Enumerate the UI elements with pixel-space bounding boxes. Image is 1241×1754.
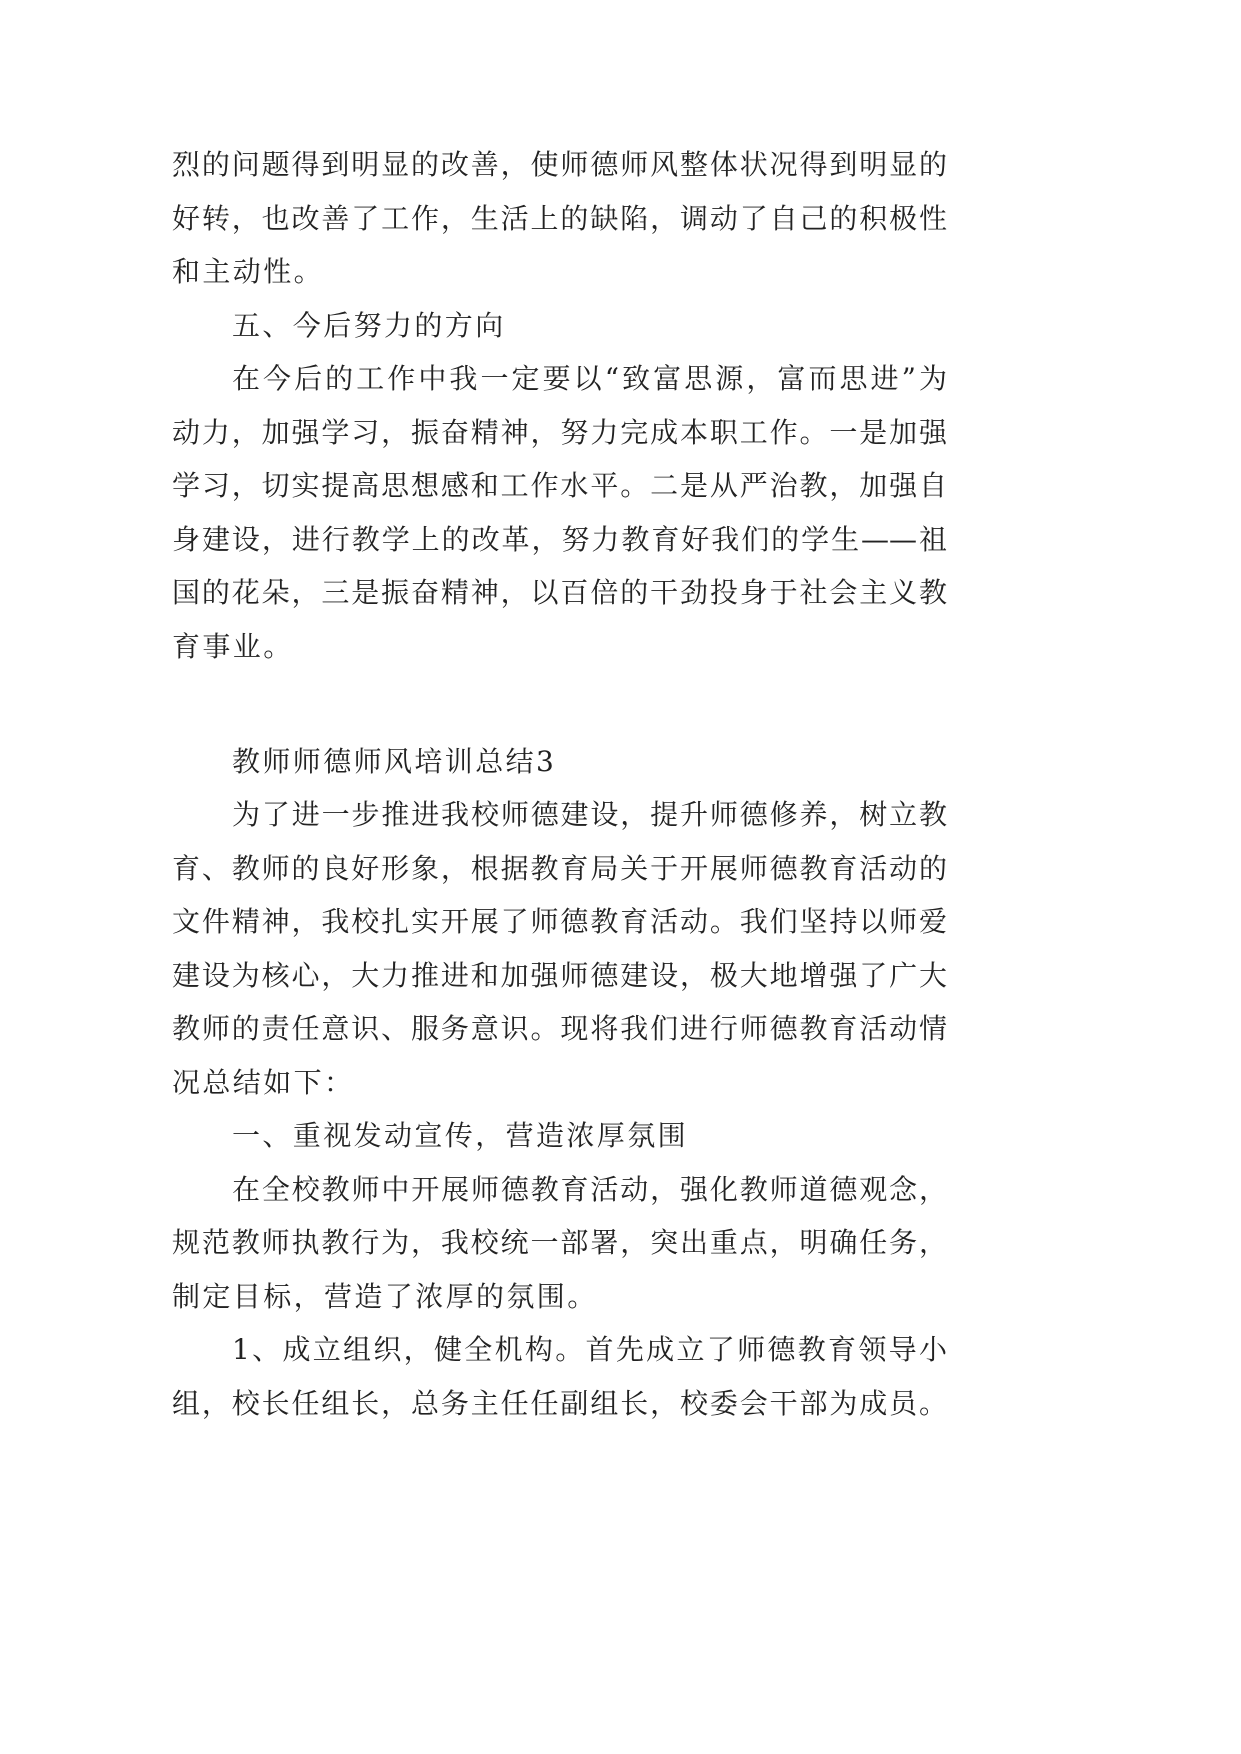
paragraph xyxy=(172,352,947,673)
text-line: 身建设，进行教学上的改革，努力教育好我们的学生——祖 xyxy=(172,522,947,556)
paragraph xyxy=(172,138,947,299)
text-line: 制定目标，营造了浓厚的氛围。 xyxy=(172,1279,598,1313)
section-spacer xyxy=(172,673,947,735)
text-line: 和主动性。 xyxy=(172,255,325,288)
text-line: 1、成立组织，健全机构。首先成立了师德教育领导小 xyxy=(232,1333,947,1366)
text-line: 育事业。 xyxy=(172,629,294,663)
text-line: 好转，也改善了工作，生活上的缺陷，调动了自己的积极性 xyxy=(172,201,947,235)
paragraph xyxy=(172,788,947,1109)
text-line: 学习，切实提高思想感和工作水平。二是从严治教，加强自 xyxy=(172,469,947,502)
paragraph xyxy=(172,1163,947,1324)
text-line: 规范教师执教行为，我校统一部署，突出重点，明确任务， xyxy=(172,1226,947,1259)
document-body xyxy=(172,138,947,1430)
text-line: 教师的责任意识、服务意识。现将我们进行师德教育活动情 xyxy=(172,1012,947,1045)
text-line: 组，校长任组长，总务主任任副组长，校委会干部为成员。 xyxy=(172,1386,947,1420)
text-line: 况总结如下： xyxy=(172,1065,355,1099)
paragraph xyxy=(172,1323,947,1430)
text-line: 为了进一步推进我校师德建设，提升师德修养，树立教 xyxy=(232,798,947,831)
text-line: 烈的问题得到明显的改善，使师德师风整体状况得到明显的 xyxy=(172,148,947,181)
text-line: 国的花朵，三是振奋精神，以百倍的干劲投身于社会主义教 xyxy=(172,576,947,609)
document-title: 教师师德师风培训总结3 xyxy=(232,744,557,778)
text-line: 在今后的工作中我一定要以“致富思源，富而思进”为 xyxy=(232,362,947,395)
text-line: 建设为核心，大力推进和加强师德建设，极大地增强了广大 xyxy=(172,958,947,992)
text-line: 动力，加强学习，振奋精神，努力完成本职工作。一是加强 xyxy=(172,415,947,449)
text-line: 育、教师的良好形象，根据教育局关于开展师德教育活动的 xyxy=(172,851,947,885)
text-line: 在全校教师中开展师德教育活动，强化教师道德观念， xyxy=(232,1172,947,1206)
section-heading: 五、今后努力的方向 xyxy=(232,308,506,342)
text-line: 文件精神，我校扎实开展了师德教育活动。我们坚持以师爱 xyxy=(172,905,947,938)
section-heading: 一、重视发动宣传，营造浓厚氛围 xyxy=(232,1119,689,1152)
